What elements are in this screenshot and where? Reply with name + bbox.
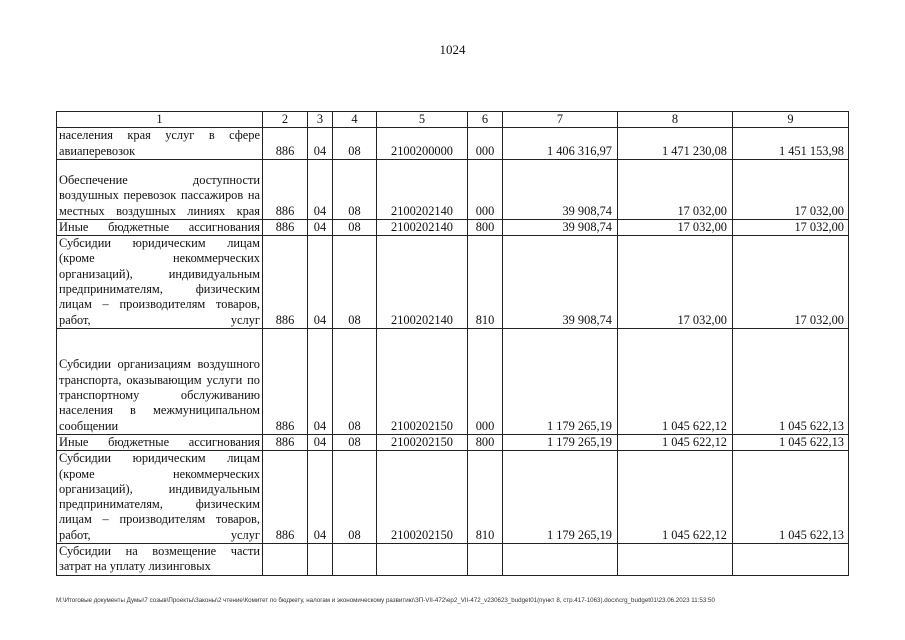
- cell-c3: 04: [308, 434, 333, 450]
- cell-c9: 1 045 622,13: [733, 434, 849, 450]
- cell-c5: 2100202150: [377, 328, 468, 434]
- cell-c3: [308, 544, 333, 576]
- cell-c2: 886: [263, 219, 308, 235]
- budget-table: [56, 111, 849, 576]
- cell-c2: 886: [263, 434, 308, 450]
- cell-c3: 04: [308, 236, 333, 329]
- cell-c6: 800: [468, 434, 503, 450]
- column-header: 8: [618, 112, 733, 128]
- column-header: 3: [308, 112, 333, 128]
- cell-c2: 886: [263, 159, 308, 219]
- cell-c7: 39 908,74: [503, 219, 618, 235]
- cell-c6: 000: [468, 159, 503, 219]
- table-row: [57, 128, 849, 160]
- table-row: [57, 219, 849, 235]
- cell-c8: 17 032,00: [618, 159, 733, 219]
- cell-c7: 39 908,74: [503, 236, 618, 329]
- cell-c2: [263, 544, 308, 576]
- cell-c8: [618, 544, 733, 576]
- cell-c7: [503, 544, 618, 576]
- column-header: 1: [57, 112, 263, 128]
- page-number: 1024: [439, 42, 466, 57]
- column-header: 4: [333, 112, 377, 128]
- cell-c9: 1 451 153,98: [733, 128, 849, 160]
- cell-c3: 04: [308, 328, 333, 434]
- cell-c3: 04: [308, 451, 333, 544]
- column-header-row: [57, 112, 849, 128]
- cell-c3: 04: [308, 128, 333, 160]
- cell-c8: 1 471 230,08: [618, 128, 733, 160]
- cell-c9: [733, 544, 849, 576]
- cell-c3: 04: [308, 219, 333, 235]
- table-row: [57, 434, 849, 450]
- table-row: [57, 159, 849, 219]
- column-header: 9: [733, 112, 849, 128]
- cell-c2: 886: [263, 128, 308, 160]
- cell-c6: 810: [468, 451, 503, 544]
- cell-c8: 1 045 622,12: [618, 328, 733, 434]
- cell-c3: 04: [308, 159, 333, 219]
- cell-c5: 2100202140: [377, 236, 468, 329]
- cell-c9: 1 045 622,13: [733, 451, 849, 544]
- column-header: 7: [503, 112, 618, 128]
- cell-c6: 000: [468, 328, 503, 434]
- cell-c6: [468, 544, 503, 576]
- file-path-footer: M:\Итоговые документы Думы\7 созыв\Проекты\Законы\2 чтение\Комитет по бюджету, налогам и экономическому развитию\ЗП-VII-472\ер2_VII-472_v230623_budget01(пункт 8, стр.417-1063).docx\crg_budget01\23.06.2023 11:53:50: [56, 597, 715, 604]
- cell-c8: 1 045 622,12: [618, 434, 733, 450]
- column-header: 6: [468, 112, 503, 128]
- cell-c4: 08: [333, 128, 377, 160]
- cell-c4: 08: [333, 236, 377, 329]
- cell-c5: 2100202140: [377, 159, 468, 219]
- row-description: Субсидии юридическим лицам (кроме некоммерческих организаций), индивидуальным предпринимателям, физическим лицам – производителям товаров, работ, услуг: [57, 451, 263, 544]
- table-row: [57, 328, 849, 434]
- row-description: Иные бюджетные ассигнования: [57, 434, 263, 450]
- cell-c5: [377, 544, 468, 576]
- cell-c7: 1 406 316,97: [503, 128, 618, 160]
- cell-c7: 1 179 265,19: [503, 328, 618, 434]
- cell-c5: 2100202150: [377, 434, 468, 450]
- cell-c2: 886: [263, 236, 308, 329]
- cell-c4: 08: [333, 451, 377, 544]
- cell-c8: 17 032,00: [618, 236, 733, 329]
- cell-c2: 886: [263, 328, 308, 434]
- cell-c9: 17 032,00: [733, 219, 849, 235]
- cell-c8: 1 045 622,12: [618, 451, 733, 544]
- cell-c8: 17 032,00: [618, 219, 733, 235]
- cell-c7: 1 179 265,19: [503, 434, 618, 450]
- cell-c5: 2100202140: [377, 219, 468, 235]
- cell-c4: 08: [333, 159, 377, 219]
- row-description: Иные бюджетные ассигнования: [57, 219, 263, 235]
- cell-c6: 810: [468, 236, 503, 329]
- cell-c6: 800: [468, 219, 503, 235]
- cell-c4: 08: [333, 328, 377, 434]
- cell-c9: 17 032,00: [733, 159, 849, 219]
- table-row: [57, 236, 849, 329]
- cell-c4: [333, 544, 377, 576]
- cell-c9: 1 045 622,13: [733, 328, 849, 434]
- column-header: 5: [377, 112, 468, 128]
- cell-c4: 08: [333, 219, 377, 235]
- cell-c5: 2100200000: [377, 128, 468, 160]
- cell-c7: 39 908,74: [503, 159, 618, 219]
- column-header: 2: [263, 112, 308, 128]
- cell-c4: 08: [333, 434, 377, 450]
- table-row: [57, 451, 849, 544]
- cell-c5: 2100202150: [377, 451, 468, 544]
- cell-c6: 000: [468, 128, 503, 160]
- cell-c9: 17 032,00: [733, 236, 849, 329]
- cell-c7: 1 179 265,19: [503, 451, 618, 544]
- row-description: Субсидии организациям воздушного транспорта, оказывающим услуги по транспортному обслуживанию населения в межмуниципальном сообщении: [57, 328, 263, 434]
- row-description: Субсидии юридическим лицам (кроме некоммерческих организаций), индивидуальным предпринимателям, физическим лицам – производителям товаров, работ, услуг: [57, 236, 263, 329]
- row-description: Субсидии на возмещение части затрат на уплату лизинговых: [57, 544, 263, 576]
- row-description: Обеспечение доступности воздушных перевозок пассажиров на местных воздушных линиях края: [57, 159, 263, 219]
- row-description: населения края услуг в сфере авиаперевозок: [57, 128, 263, 160]
- cell-c2: 886: [263, 451, 308, 544]
- table-row: [57, 544, 849, 576]
